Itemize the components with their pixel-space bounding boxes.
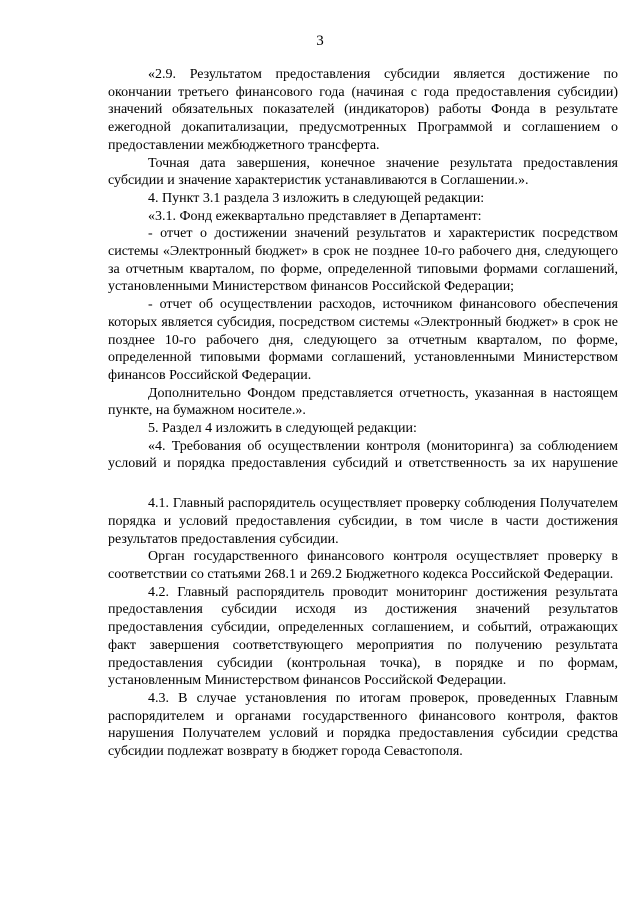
paragraph-4-1: 4.1. Главный распорядитель осуществляет проверку соблюдения Получателем порядка и условий предоставления субсидии, в том числе в части достижения результатов предоставления субсидии. <box>108 496 618 547</box>
paragraph-report-expenses: - отчет об осуществлении расходов, источником финансового обеспечения которых является субсидия, посредством системы «Электронный бюджет» в срок не позднее 10-го рабочего дня, следующего за отчетным кварталом, по форме, определенной типовыми формами соглашений, установленными Министерством финансов Российской Федерации. <box>108 297 618 383</box>
document-body <box>108 66 618 761</box>
paragraph-4-2: 4.2. Главный распорядитель проводит мониторинг достижения результата предоставления субсидии исходя из достижения значений результатов предоставления субсидии, определенных соглашением, и событий, отражающих факт завершения соответствующего мероприятия по получению результата предоставления субсидии (контрольная точка), в порядке и по формам, установленным Министерством финансов Российской Федерации. <box>108 584 618 689</box>
paragraph-item-5: 5. Раздел 4 изложить в следующей редакции: <box>148 421 417 437</box>
paragraph-item-4: 4. Пункт 3.1 раздела 3 изложить в следующей редакции: <box>148 190 485 206</box>
section-4-heading: «4. Требования об осуществлении контроля (мониторинга) за соблюдением условий и порядка предоставления субсидий и ответственность за их нарушение <box>108 438 618 472</box>
section-gap <box>108 473 618 495</box>
paragraph-paper-reporting: Дополнительно Фондом представляется отчетность, указанная в настоящем пункте, на бумажном носителе.». <box>108 385 618 419</box>
paragraph-financial-control: Орган государственного финансового контроля осуществляет проверку в соответствии со статьями 268.1 и 269.2 Бюджетного кодекса Российской Федерации. <box>108 549 618 582</box>
paragraph-3-1: «3.1. Фонд ежеквартально представляет в Департамент: <box>148 208 482 224</box>
paragraph-4-3: 4.3. В случае установления по итогам проверок, проведенных Главным распорядителем и органами государственного финансового контроля, фактов нарушения Получателем условий и порядка предоставления субсидии средства субсидии подлежат возврату в бюджет города Севастополя. <box>108 690 618 760</box>
paragraph-completion-date: Точная дата завершения, конечное значение результата предоставления субсидии и значение характеристик устанавливаются в Соглашении.». <box>108 155 618 189</box>
paragraph-report-results: - отчет о достижении значений результатов и характеристик посредством системы «Электронный бюджет» в срок не позднее 10-го рабочего дня, следующего за отчетным кварталом, по форме, определенной типовыми формами соглашений, установленными Министерством финансов Российской Федерации; <box>108 226 618 295</box>
page-number: 3 <box>316 33 324 49</box>
paragraph-2-9: «2.9. Результатом предоставления субсидии является достижение по окончании третьего финансового года (начиная с года предоставления субсидии) значений обязательных показателей (индикаторов) работы Фонда в результате ежегодной докапитализации, предусмотренных Программой и соглашением о предоставлении межбюджетного трансферта. <box>108 67 618 153</box>
